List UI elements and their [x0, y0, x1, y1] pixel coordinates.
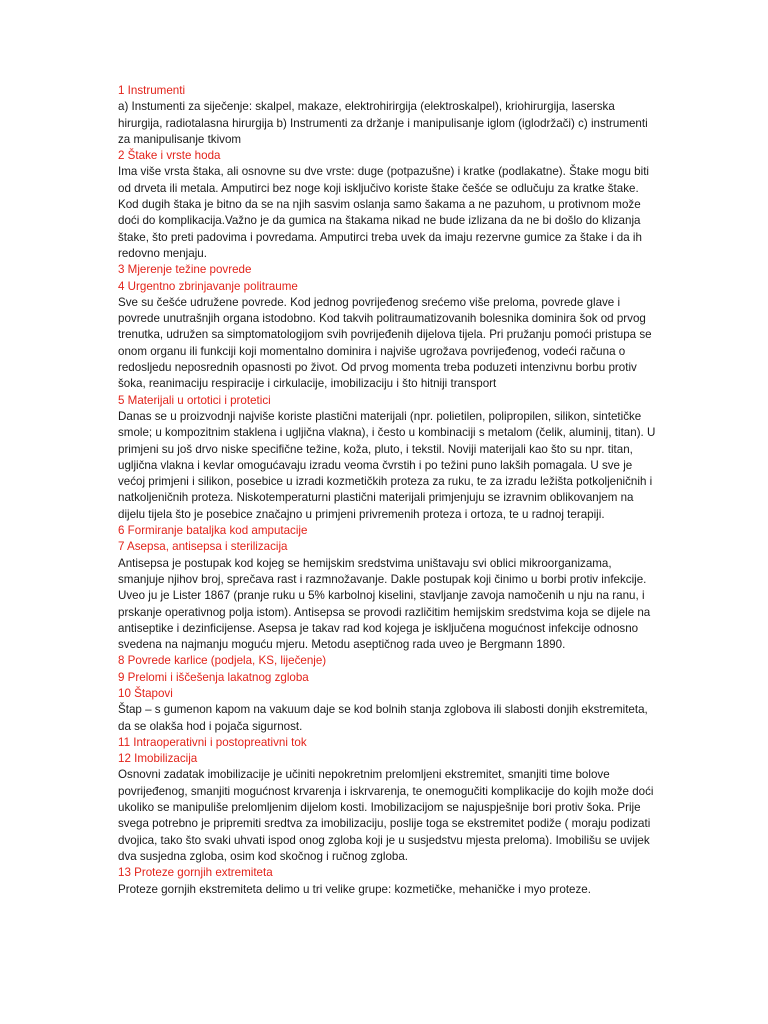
- section-body: Proteze gornjih ekstremiteta delimo u tri velike grupe: kozmetičke, mehaničke i myo proteze.: [118, 882, 591, 896]
- section-body: Antisepsa je postupak kod kojeg se hemijskim sredstvima uništavaju svi oblici mikroorganizama, smanjuje njihov broj, sprečava rast i razmnožavanje. Dakle postupak koji činimo u borbi protiv infekcije. Uveo ju je Lister 1867 (pranje ruku u 5% karbolnoj kiselini, stavljanje zavoja namočenih u nju na ranu, i prskanje operativnog polja istom). Antisepsa se provodi različitim hemijskim sredstvima koja se dijele na antiseptike i dezinficijense. Asepsa je takav rad kod kojega je isključena mogućnost infekcije odnosno svedena na najmanju moguću mjeru. Metodu aseptičnog rada uveo je Bergmann 1890.: [118, 556, 651, 652]
- section-heading: 5 Materijali u ortotici i protetici: [118, 393, 271, 407]
- section-10: [118, 686, 658, 735]
- section-4: [118, 279, 658, 393]
- section-11: [118, 735, 658, 751]
- section-heading: 9 Prelomi i iščešenja lakatnog zgloba: [118, 670, 309, 684]
- section-heading: 8 Povrede karlice (podjela, KS, liječenje): [118, 654, 327, 668]
- section-heading: 1 Instrumenti: [118, 84, 186, 97]
- section-body: Ima više vrsta štaka, ali osnovne su dve vrste: duge (potpazušne) i kratke (podlakatne). Štake mogu biti od drveta ili metala. Amputirci bez noge koji isključivo koriste štake češće se odlučuju za kratke štake. Kod dugih štaka je bitno da se na njih sasvim oslanja samo šakama a ne pazuhom, u protivnom može doći do komplikacija.Važno je da gumica na štakama nikad ne bude izlizana da ne bi došlo do klizanja štake, što preti padovima i povredama. Amputirci treba uvek da imaju rezervne gumice za štake i da ih redovno menjaju.: [118, 165, 650, 260]
- section-2: [118, 148, 658, 262]
- section-7: [118, 539, 658, 653]
- section-13: [118, 865, 658, 898]
- section-8: [118, 653, 658, 669]
- section-heading: 6 Formiranje bataljka kod amputacije: [118, 524, 308, 538]
- section-body: a) Instumenti za siječenje: skalpel, makaze, elektrohirirgija (elektroskalpel), kriohirurgija, laserska hirurgija, radiotalasna hirurgija b) Instrumenti za držanje i manipulisanje iglom (iglodržači) c) instrumenti za manipulisanje tkivom: [118, 100, 648, 146]
- section-6: [118, 523, 658, 539]
- section-9: [118, 670, 658, 686]
- document-page: [118, 83, 658, 898]
- section-heading: 11 Intraoperativni i postopreativni tok: [118, 735, 307, 749]
- section-3: [118, 262, 658, 278]
- section-heading: 13 Proteze gornjih extremiteta: [118, 866, 273, 880]
- section-5: [118, 393, 658, 523]
- section-heading: 12 Imobilizacija: [118, 752, 198, 766]
- section-body: Sve su češće udružene povrede. Kod jednog povrijeđenog srećemo više preloma, povrede glave i povrede unutrašnjih organa istodobno. Kod takvih politraumatizovanih bolesnika dominira šok od prvog trenutka, udružen sa simptomatologijom svih povrijeđenih dijelova tijela. Pri pružanju pomoći pristupa se onom organu ili funkciji koji momentalno dominira i najviše ugrožava povrijeđenog, vodeći računa o redosljedu neposrednih opasnosti po život. Od prvog momenta treba poduzeti intenzivnu borbu protiv šoka, reanimaciju respiracije i cirkulacije, imobilizaciju i što hitniji transport: [118, 295, 652, 391]
- section-body: Danas se u proizvodnji najviše koriste plastični materijali (npr. polietilen, polipropilen, silikon, sintetičke smole; u kompozitnim staklena i ugljična vlakna), i često u kombinaciji s metalom (čelik, aluminij, titan). U primjeni su još drvo niske specifične težine, koža, pluto, i tekstil. Noviji materijali kao što su npr. titan, ugljična vlakna i kevlar omogućavaju izradu veoma čvrstih i po težini puno lakših pomagala. U sve je većoj primjeni i silikon, posebice u izradi kozmetičkih proteza za ruku, te za izradu ležišta potkoljeničnih i natkoljeničnih proteza. Niskotemperaturni plastični materijali primjenjuju se izravnim oblikovanjem na dijelu tijela što je posebice značajno u primjeni privremenih proteza i ortoza, te u radnoj terapiji.: [118, 409, 656, 521]
- section-12: [118, 751, 658, 865]
- section-body: Osnovni zadatak imobilizacije je učiniti nepokretnim prelomljeni ekstremitet, smanjiti time bolove povrijeđenog, smanjiti mogućnost krvarenja i iskrvarenja, te onemogučiti komplikacije do kojih može doći ukoliko se manipuliše prelomljenim dijelom kosti. Imobilizacijom se najuspješnije bori protiv šoka. Prije svega potrebno je pripremiti sredtva za imobilizaciju, poslije toga se ekstremitet podiže ( moraju podizati dvojica, tako što svaki uhvati ispod onog zgloba koji je u susjedstvu mjesta preloma). Imobilišu se uvijek dva susjedna zgloba, osim kod skočnog i ručnog zgloba.: [118, 768, 654, 863]
- section-1: [118, 83, 658, 148]
- section-body: Štap – s gumenon kapom na vakuum daje se kod bolnih stanja zglobova ili slabosti donjih ekstremiteta, da se olakša hod i pojača sigurnost.: [118, 703, 648, 733]
- section-heading: 2 Štake i vrste hoda: [118, 149, 221, 163]
- section-heading: 10 Štapovi: [118, 686, 173, 700]
- section-heading: 7 Asepsa, antisepsa i sterilizacija: [118, 540, 288, 554]
- section-heading: 3 Mjerenje težine povrede: [118, 263, 252, 277]
- section-heading: 4 Urgentno zbrinjavanje politraume: [118, 279, 298, 293]
